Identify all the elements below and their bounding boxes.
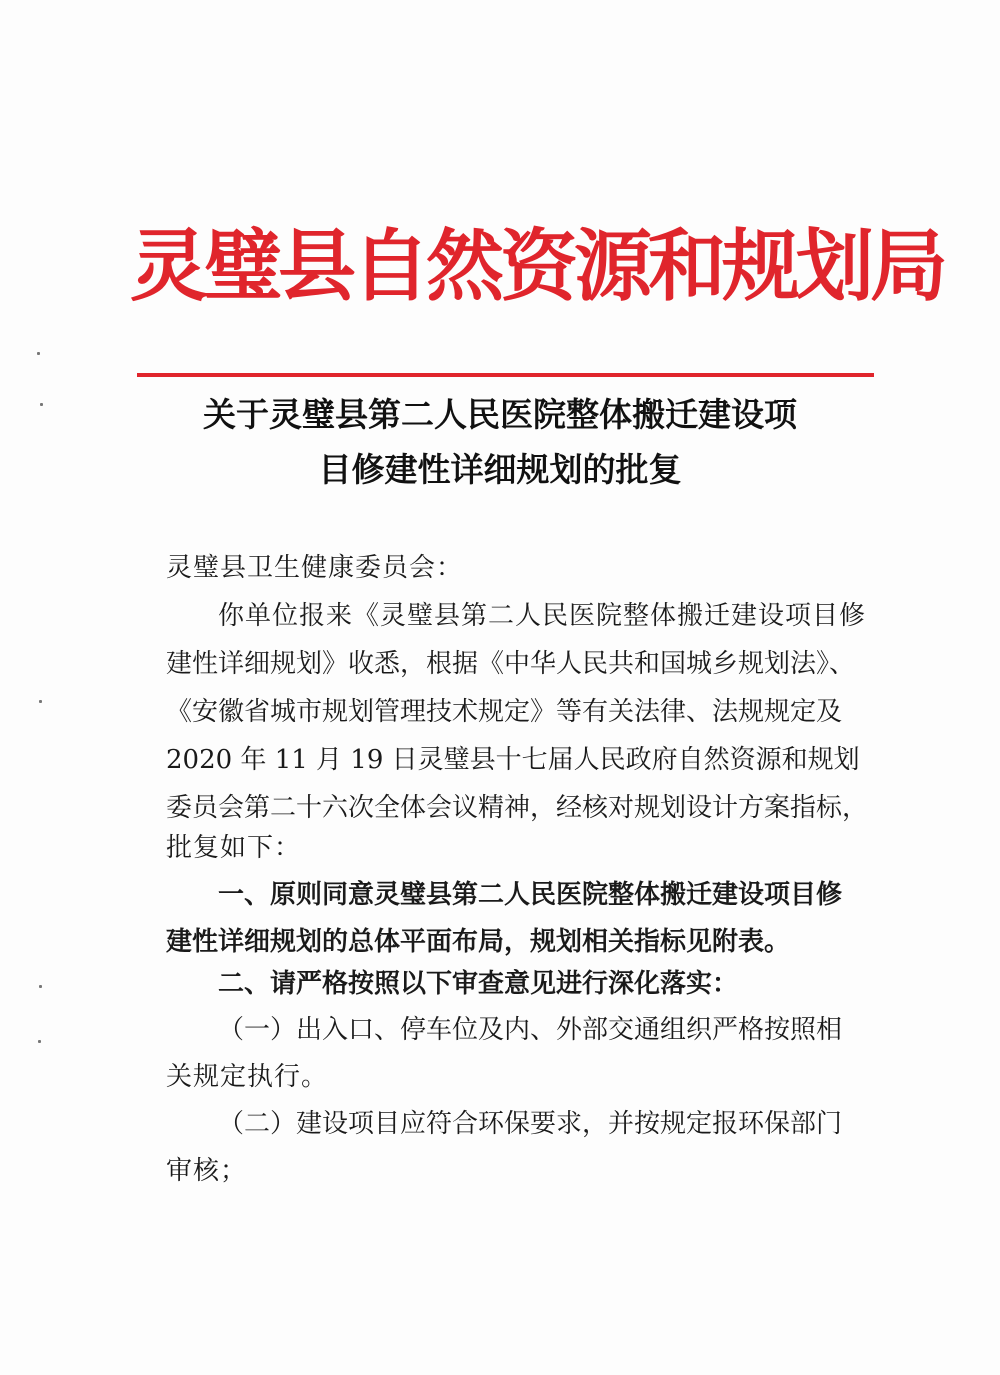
subitem-1-line-1: （一）出入口、停车位及内、外部交通组织严格按照相	[218, 1015, 843, 1045]
paragraph-1-line-2: 建性详细规划》收悉，根据《中华人民共和国城乡规划法》、	[166, 649, 856, 679]
scan-speck	[39, 700, 42, 703]
subitem-2-line-2: 审核；	[166, 1156, 248, 1186]
paragraph-1-line-1: 你单位报来《灵璧县第二人民医院整体搬迁建设项目修	[218, 601, 867, 631]
paragraph-1-line-5: 委员会第二十六次全体会议精神，经核对规划设计方案指标，	[166, 793, 869, 823]
scan-speck	[40, 403, 43, 406]
paragraph-1-line-6: 批复如下：	[166, 833, 302, 863]
letterhead-red-rule	[137, 373, 874, 377]
item-2-heading: 二、请严格按照以下审查意见进行深化落实：	[218, 969, 739, 999]
document-title-line-2: 目修建性详细规划的批复	[318, 450, 682, 489]
subitem-2-line-1: （二）建设项目应符合环保要求，并按规定报环保部门	[218, 1109, 843, 1139]
addressee: 灵璧县卫生健康委员会：	[166, 553, 464, 583]
scan-speck	[38, 1040, 41, 1043]
paragraph-1-line-3: 《安徽省城市规划管理技术规定》等有关法律、法规规定及	[166, 697, 843, 727]
subitem-1-line-2: 关规定执行。	[166, 1062, 329, 1092]
item-1-line-2: 建性详细规划的总体平面布局，规划相关指标见附表。	[166, 927, 791, 957]
scan-speck	[39, 985, 42, 988]
paragraph-1-line-4: 2020 年 11 月 19 日灵璧县十七届人民政府自然资源和规划	[166, 745, 860, 775]
scan-speck	[37, 352, 40, 355]
agency-letterhead: 灵璧县自然资源和规划局	[130, 221, 945, 312]
item-1-line-1: 一、原则同意灵璧县第二人民医院整体搬迁建设项目修	[218, 880, 843, 910]
document-title-line-1: 关于灵璧县第二人民医院整体搬迁建设项	[203, 395, 797, 434]
